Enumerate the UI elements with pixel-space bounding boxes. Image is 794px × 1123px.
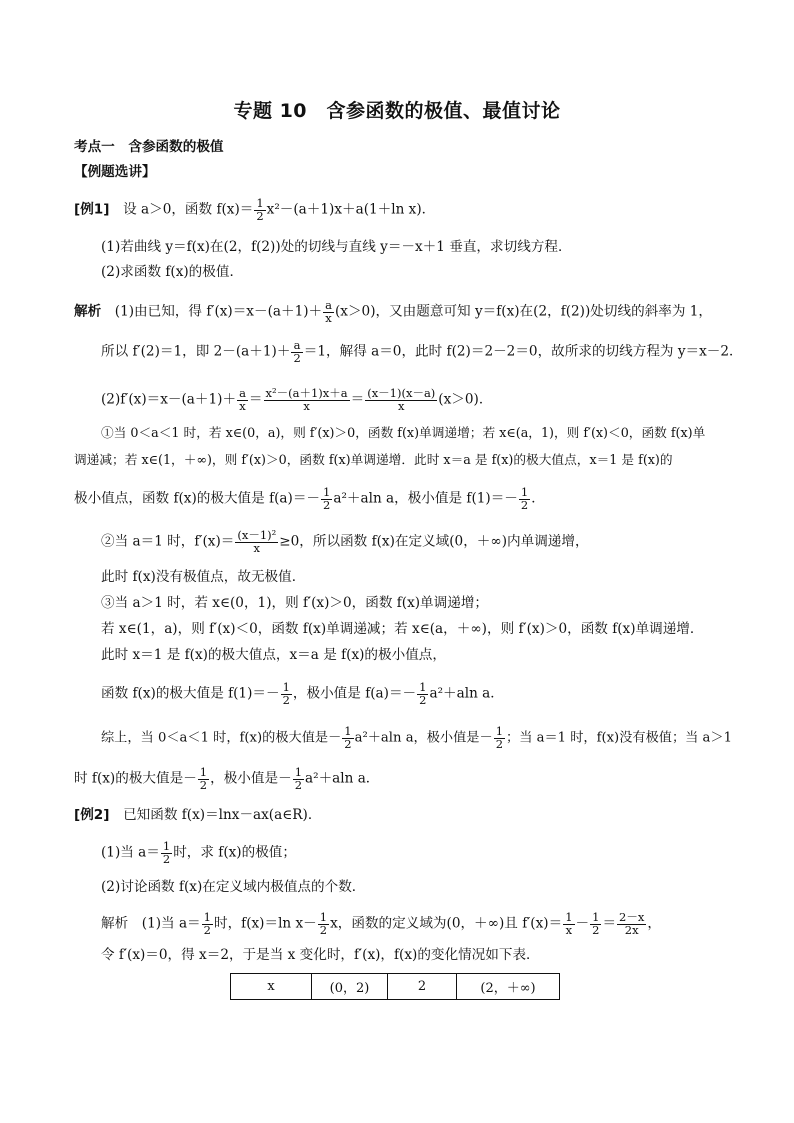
example1-question1: (1)若曲线 y＝f(x)在(2，f(2))处的切线与直线 y＝－x＋1 垂直，求切线方程． (101, 239, 572, 255)
fraction: $\frac{1}{2}$ (294, 765, 303, 792)
summary-line2: 时 f(x)的极大值是－ $\frac{1}{2}$ ，极小值是－ $\frac{1}{2}$ a²＋aln a． (74, 765, 380, 792)
fraction: $\frac{1}{2}$ (419, 680, 427, 707)
fraction: $\frac{1}{x}$ (565, 910, 573, 937)
fraction: $\frac{a}{x}$ (239, 386, 246, 413)
fraction: $\frac{1}{2}$ (199, 765, 208, 792)
fraction: $\frac{2-x}{2x}$ (619, 910, 645, 937)
example1-label: [例1] (74, 201, 110, 218)
fraction: $\frac{a}{2}$ (293, 338, 301, 365)
fraction: $\frac{1}{2}$ (162, 839, 171, 866)
example1-solution-line1: 解析 (1)由已知，得 f′(x)＝x－(a＋1)＋ $\frac{a}{x}$ (x＞0)，又由题意可知 y＝f(x)在(2，f(2))处切线的斜率为 1， (74, 298, 713, 325)
example1-solution-line3: (2)f′(x)＝x－(a＋1)＋ $\frac{a}{x}$ ＝ $\frac{\text{x²－(a＋1)x＋a}}{x}$ ＝ $\frac{(x-1)(x-a)}{x}$ (x＞0)． (101, 386, 493, 413)
example1-solution-line2: 所以 f′(2)＝1，即 2－(a＋1)＋ $\frac{a}{2}$ ＝1，解得 a＝0，此时 f(2)＝2－2＝0，故所求的切线方程为 y＝x－2． (101, 338, 743, 365)
example2-label: [例2] (74, 807, 110, 823)
example2-solution-line1: 解析 (1)当 a＝ $\frac{1}{2}$ 时，f(x)＝ln x－ $\frac{1}{2}$ x，函数的定义域为(0，＋∞)且 f′(x)＝ $\frac{1}{x}$ － $\frac{1}{2}$ ＝ $\frac{2-x}{2x}$ ， (101, 910, 661, 937)
fraction: $\frac{1}{2}$ (495, 724, 504, 751)
case3-line3: 此时 x＝1 是 f(x)的极大值点，x＝a 是 f(x)的极小值点， (101, 647, 446, 663)
solution-label: 解析 (74, 303, 102, 320)
subsection-heading: 【例题选讲】 (74, 164, 156, 180)
fraction: $\frac{1}{2}$ (592, 910, 600, 937)
fraction: $\frac{\text{x²－(a＋1)x＋a}}{x}$ (265, 386, 348, 413)
example2-question2: (2)讨论函数 f(x)在定义域内极值点的个数． (101, 879, 366, 895)
example1-question2: (2)求函数 f(x)的极值． (101, 264, 244, 280)
table-cell: (2，＋∞) (457, 974, 560, 1000)
example1-stem: [例1] 设 a＞0，函数 f(x)＝ $\frac{1}{2}$ x²－(a＋1)x＋a(1＋ln x)． (74, 196, 436, 223)
case2-line1: ②当 a＝1 时，f′(x)＝ $\frac{\text{(x－1)²}}{x}$ ≥0，所以函数 f(x)在定义域(0，＋∞)内单调递增， (101, 528, 589, 555)
case3-line2: 若 x∈(1，a)，则 f′(x)＜0，函数 f(x)单调递减；若 x∈(a，＋∞)，则 f′(x)＞0，函数 f(x)单调递增． (101, 621, 704, 637)
table-cell: x (231, 974, 312, 1000)
case3-line1: ③当 a＞1 时，若 x∈(0，1)，则 f′(x)＞0，函数 f(x)单调递增； (101, 595, 489, 611)
fraction: $\frac{1}{2}$ (323, 485, 331, 512)
case2-line2: 此时 f(x)没有极值点，故无极值． (101, 569, 306, 585)
page-title: 专题 10 含参函数的极值、最值讨论 (233, 100, 561, 122)
solution-label: 解析 (101, 915, 129, 932)
fraction: $\frac{a}{x}$ (325, 298, 332, 325)
variation-table (230, 973, 560, 1000)
case1-line3: 极小值点，函数 f(x)的极大值是 f(a)＝－ $\frac{1}{2}$ a²＋aln a，极小值是 f(1)＝－ $\frac{1}{2}$ ． (74, 485, 545, 512)
fraction: $\frac{1}{2}$ (319, 910, 328, 937)
case1-line2: 调递减；若 x∈(1，＋∞)，则 f′(x)＞0，函数 f(x)单调递增．此时 x＝a 是 f(x)的极大值点，x＝1 是 f(x)的 (74, 452, 673, 467)
example2-stem: [例2] 已知函数 f(x)＝lnx－ax(a∈R)． (74, 807, 322, 823)
fraction: $\frac{1}{2}$ (520, 485, 529, 512)
summary-line1: 综上，当 0＜a＜1 时，f(x)的极大值是－ $\frac{1}{2}$ a²＋aln a，极小值是－ $\frac{1}{2}$ ；当 a＝1 时，f(x)没有极值；当 a＞1 (101, 724, 732, 751)
example2-question1: (1)当 a＝ $\frac{1}{2}$ 时，求 f(x)的极值； (101, 839, 296, 866)
example2-solution-line2: 令 f′(x)＝0，得 x＝2，于是当 x 变化时，f′(x)，f(x)的变化情况如下表． (101, 947, 540, 963)
case1-line1: ①当 0＜a＜1 时，若 x∈(0，a)，则 f′(x)＞0，函数 f(x)单调递增；若 x∈(a，1)，则 f′(x)＜0，函数 f(x)单 (101, 425, 706, 440)
case3-line4: 函数 f(x)的极大值是 f(1)＝－ $\frac{1}{2}$ ，极小值是 f(a)＝－ $\frac{1}{2}$ a²＋aln a． (101, 680, 504, 707)
fraction: $\frac{1}{2}$ (344, 724, 352, 751)
table-cell: 2 (388, 974, 457, 1000)
table-row (231, 974, 560, 1000)
section-heading: 考点一 含参函数的极值 (74, 139, 224, 155)
fraction: $\frac{(x-1)(x-a)}{x}$ (367, 386, 436, 413)
table-cell: (0，2) (312, 974, 388, 1000)
fraction: $\frac{1}{2}$ (203, 910, 211, 937)
fraction: $\frac{1}{2}$ (256, 196, 264, 223)
fraction: $\frac{\text{(x－1)²}}{x}$ (237, 528, 277, 555)
fraction: $\frac{1}{2}$ (282, 680, 290, 707)
